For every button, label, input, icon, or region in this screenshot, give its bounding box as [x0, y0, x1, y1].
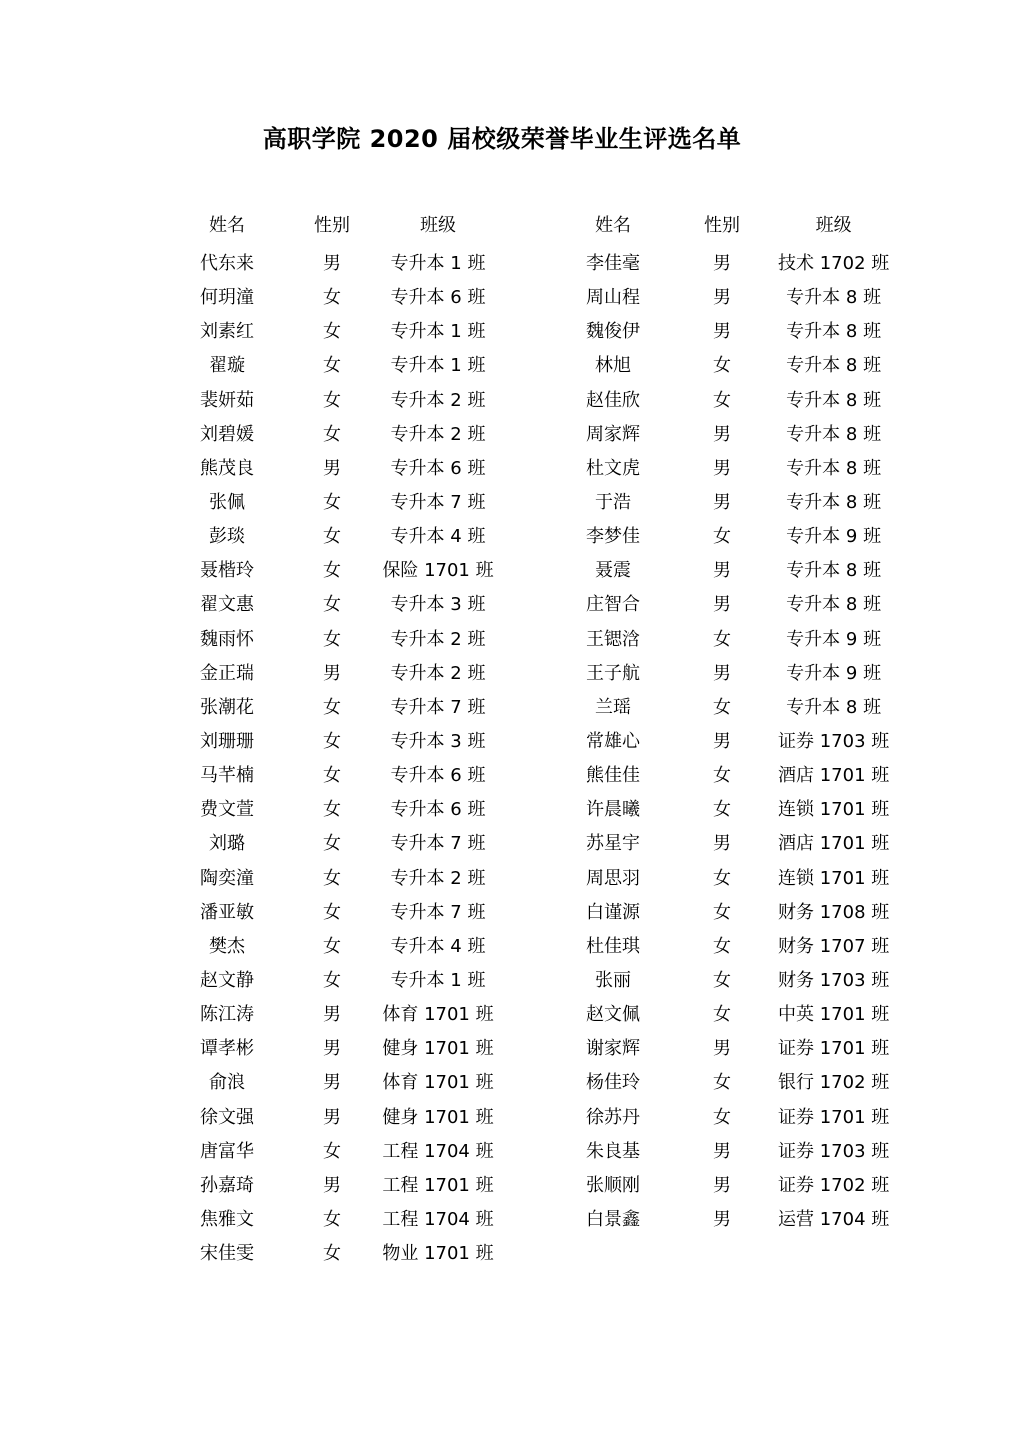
right-header-name: 姓名 — [595, 215, 631, 236]
student-name: 白谨源 — [586, 901, 640, 923]
student-name: 魏俊伊 — [586, 321, 640, 343]
table-row — [560, 791, 889, 825]
table-row — [170, 689, 496, 723]
student-class: 运营 1704 班 — [778, 1209, 890, 1230]
student-name: 赵佳欣 — [586, 389, 640, 411]
student-class: 保险 1701 班 — [382, 560, 494, 582]
table-row — [560, 621, 889, 655]
student-class: 专升本 9 班 — [786, 526, 882, 548]
table-row — [170, 1201, 496, 1235]
table-row — [560, 1133, 889, 1167]
student-gender: 女 — [323, 901, 341, 923]
student-class: 专升本 2 班 — [390, 628, 486, 650]
right-header-class: 班级 — [815, 215, 852, 236]
student-name: 杜佳琪 — [586, 935, 640, 957]
table-row — [170, 1133, 496, 1167]
student-class: 中英 1701 班 — [778, 1004, 890, 1026]
right-roster-table — [560, 207, 889, 1235]
student-class: 专升本 2 班 — [390, 423, 486, 445]
student-gender: 女 — [323, 1209, 341, 1230]
table-row — [560, 382, 889, 416]
student-class: 专升本 1 班 — [390, 970, 486, 992]
student-name: 陶奕潼 — [200, 867, 254, 889]
table-row — [170, 894, 496, 928]
student-name: 翟文惠 — [200, 594, 254, 616]
right-roster-body — [560, 245, 889, 1235]
student-gender: 女 — [713, 1106, 731, 1128]
table-row — [170, 416, 496, 450]
left-header-class: 班级 — [420, 215, 456, 236]
table-row — [560, 757, 889, 791]
student-gender: 女 — [323, 287, 341, 309]
table-row — [560, 416, 889, 450]
student-gender: 男 — [323, 1174, 341, 1196]
table-row — [170, 245, 496, 279]
student-name: 赵文佩 — [586, 1004, 640, 1026]
student-name: 费文萱 — [200, 799, 254, 821]
table-row — [170, 552, 496, 586]
table-row — [170, 860, 496, 894]
table-row — [170, 1030, 496, 1064]
table-row — [560, 860, 889, 894]
student-class: 工程 1704 班 — [382, 1140, 494, 1162]
student-gender: 男 — [713, 594, 731, 616]
student-class: 专升本 8 班 — [786, 355, 882, 377]
table-row — [560, 996, 889, 1030]
student-gender: 女 — [713, 696, 731, 718]
student-class: 工程 1704 班 — [382, 1209, 494, 1230]
table-row — [170, 655, 496, 689]
student-name: 王子航 — [586, 662, 640, 684]
student-class: 体育 1701 班 — [382, 1004, 494, 1026]
table-row — [560, 347, 889, 381]
student-name: 唐富华 — [200, 1140, 254, 1162]
table-row — [560, 279, 889, 313]
student-gender: 女 — [323, 628, 341, 650]
student-name: 林旭 — [595, 355, 631, 377]
student-name: 翟璇 — [209, 355, 245, 377]
table-row — [560, 962, 889, 996]
student-class: 专升本 4 班 — [390, 935, 486, 957]
student-name: 苏星宇 — [586, 833, 640, 855]
student-gender: 男 — [713, 1174, 731, 1196]
student-class: 专升本 8 班 — [786, 492, 882, 514]
student-name: 俞浪 — [209, 1072, 245, 1094]
student-class: 专升本 3 班 — [390, 731, 486, 753]
student-class: 专升本 7 班 — [390, 696, 486, 718]
right-header-gender: 性别 — [704, 215, 740, 236]
table-row — [560, 586, 889, 620]
student-gender: 男 — [713, 1140, 731, 1162]
student-gender: 男 — [713, 253, 731, 275]
student-gender: 女 — [713, 526, 731, 548]
student-name: 刘素红 — [200, 321, 254, 343]
student-class: 专升本 7 班 — [390, 833, 486, 855]
student-gender: 女 — [713, 765, 731, 787]
student-class: 专升本 2 班 — [390, 867, 486, 889]
student-gender: 男 — [323, 1038, 341, 1060]
student-name: 徐苏丹 — [586, 1106, 640, 1128]
student-gender: 女 — [323, 731, 341, 753]
table-row — [560, 928, 889, 962]
table-row — [170, 484, 496, 518]
student-class: 财务 1708 班 — [778, 901, 890, 923]
table-row — [170, 279, 496, 313]
student-class: 财务 1703 班 — [778, 970, 890, 992]
left-header-row — [170, 207, 496, 241]
table-row — [560, 245, 889, 279]
student-class: 酒店 1701 班 — [778, 765, 890, 787]
student-name: 张顺刚 — [586, 1174, 640, 1196]
student-gender: 女 — [323, 355, 341, 377]
table-row — [170, 347, 496, 381]
student-class: 专升本 8 班 — [786, 457, 882, 479]
student-class: 财务 1707 班 — [778, 935, 890, 957]
student-class: 技术 1702 班 — [778, 253, 890, 275]
student-class: 专升本 3 班 — [390, 594, 486, 616]
table-row — [560, 894, 889, 928]
student-name: 庄智合 — [586, 594, 640, 616]
student-gender: 女 — [323, 765, 341, 787]
student-class: 酒店 1701 班 — [778, 833, 890, 855]
student-gender: 女 — [323, 970, 341, 992]
student-gender: 女 — [323, 423, 341, 445]
student-name: 刘碧媛 — [200, 423, 254, 445]
student-name: 樊杰 — [209, 935, 245, 957]
table-row — [560, 1099, 889, 1133]
table-row — [170, 996, 496, 1030]
student-class: 专升本 6 班 — [390, 799, 486, 821]
student-name: 宋佳雯 — [200, 1243, 254, 1265]
student-class: 专升本 8 班 — [786, 389, 882, 411]
student-name: 陈江涛 — [200, 1004, 254, 1026]
student-class: 证券 1702 班 — [778, 1174, 890, 1196]
table-row — [560, 484, 889, 518]
table-row — [170, 382, 496, 416]
table-row — [170, 586, 496, 620]
table-row — [560, 1201, 889, 1235]
student-gender: 男 — [713, 1209, 731, 1230]
student-class: 连锁 1701 班 — [778, 867, 890, 889]
student-gender: 女 — [713, 799, 731, 821]
student-class: 专升本 6 班 — [390, 765, 486, 787]
student-class: 健身 1701 班 — [382, 1038, 494, 1060]
student-gender: 女 — [713, 628, 731, 650]
student-gender: 女 — [713, 901, 731, 923]
student-name: 张丽 — [595, 970, 631, 992]
student-class: 专升本 1 班 — [390, 355, 486, 377]
student-gender: 女 — [713, 970, 731, 992]
student-gender: 女 — [323, 492, 341, 514]
student-name: 赵文静 — [200, 970, 254, 992]
student-gender: 女 — [323, 1243, 341, 1265]
student-class: 工程 1701 班 — [382, 1174, 494, 1196]
student-gender: 女 — [323, 867, 341, 889]
table-row — [170, 962, 496, 996]
student-name: 许晨曦 — [586, 799, 640, 821]
student-class: 专升本 8 班 — [786, 287, 882, 309]
table-row — [170, 757, 496, 791]
student-gender: 女 — [323, 799, 341, 821]
student-gender: 男 — [713, 833, 731, 855]
table-row — [170, 1064, 496, 1098]
student-class: 证券 1703 班 — [778, 1140, 890, 1162]
student-class: 专升本 9 班 — [786, 662, 882, 684]
table-row — [170, 621, 496, 655]
student-class: 证券 1703 班 — [778, 731, 890, 753]
student-name: 彭琰 — [209, 526, 245, 548]
student-name: 熊茂良 — [200, 457, 254, 479]
student-name: 裴妍茹 — [200, 389, 254, 411]
student-gender: 女 — [713, 1072, 731, 1094]
table-row — [560, 655, 889, 689]
student-name: 孙嘉琦 — [200, 1174, 254, 1196]
student-gender: 女 — [713, 1004, 731, 1026]
table-row — [560, 689, 889, 723]
student-name: 马芊楠 — [200, 765, 254, 787]
table-row — [170, 1235, 496, 1269]
table-row — [170, 825, 496, 859]
student-class: 体育 1701 班 — [382, 1072, 494, 1094]
student-gender: 女 — [323, 321, 341, 343]
left-roster-table — [170, 207, 496, 1269]
student-name: 潘亚敏 — [200, 901, 254, 923]
student-name: 白景鑫 — [586, 1209, 640, 1230]
table-row — [560, 313, 889, 347]
student-gender: 女 — [713, 355, 731, 377]
student-gender: 女 — [323, 594, 341, 616]
student-gender: 男 — [713, 662, 731, 684]
student-name: 李梦佳 — [586, 526, 640, 548]
student-name: 于浩 — [595, 492, 631, 514]
student-name: 焦雅文 — [200, 1209, 254, 1230]
table-row — [560, 552, 889, 586]
student-gender: 女 — [323, 1140, 341, 1162]
student-gender: 男 — [713, 423, 731, 445]
table-row — [170, 518, 496, 552]
student-gender: 男 — [713, 1038, 731, 1060]
student-name: 谭孝彬 — [200, 1038, 254, 1060]
document-title: 高职学院 2020 届校级荣誉毕业生评选名单 — [262, 125, 742, 153]
student-name: 聂楷玲 — [200, 560, 254, 582]
student-class: 专升本 8 班 — [786, 696, 882, 718]
student-name: 魏雨怀 — [200, 628, 254, 650]
student-gender: 男 — [323, 1072, 341, 1094]
student-name: 兰瑶 — [595, 696, 631, 718]
student-gender: 男 — [713, 560, 731, 582]
student-class: 连锁 1701 班 — [778, 799, 890, 821]
student-gender: 女 — [713, 935, 731, 957]
table-row — [170, 450, 496, 484]
student-gender: 男 — [713, 457, 731, 479]
student-gender: 男 — [713, 287, 731, 309]
student-class: 物业 1701 班 — [382, 1243, 494, 1265]
student-name: 张佩 — [209, 492, 245, 514]
student-name: 刘珊珊 — [200, 731, 254, 753]
table-row — [170, 928, 496, 962]
student-name: 徐文强 — [200, 1106, 254, 1128]
student-class: 专升本 8 班 — [786, 423, 882, 445]
student-class: 证券 1701 班 — [778, 1106, 890, 1128]
student-class: 专升本 1 班 — [390, 321, 486, 343]
student-name: 李佳毫 — [586, 253, 640, 275]
student-gender: 女 — [323, 526, 341, 548]
student-gender: 男 — [713, 731, 731, 753]
table-row — [560, 1064, 889, 1098]
student-gender: 男 — [713, 492, 731, 514]
student-gender: 女 — [323, 935, 341, 957]
student-name: 王锶浛 — [586, 628, 640, 650]
student-gender: 男 — [323, 1106, 341, 1128]
student-class: 专升本 4 班 — [390, 526, 486, 548]
right-header-row — [560, 207, 889, 241]
student-gender: 女 — [323, 696, 341, 718]
table-row — [560, 518, 889, 552]
student-name: 刘璐 — [209, 833, 245, 855]
student-gender: 女 — [713, 867, 731, 889]
table-row — [170, 791, 496, 825]
student-class: 专升本 6 班 — [390, 287, 486, 309]
student-gender: 男 — [323, 662, 341, 684]
student-class: 健身 1701 班 — [382, 1106, 494, 1128]
left-header-name: 姓名 — [209, 215, 245, 236]
student-gender: 男 — [323, 1004, 341, 1026]
table-row — [560, 1167, 889, 1201]
table-row — [560, 450, 889, 484]
student-class: 专升本 2 班 — [390, 389, 486, 411]
student-gender: 男 — [323, 253, 341, 275]
student-class: 专升本 8 班 — [786, 594, 882, 616]
student-gender: 女 — [713, 389, 731, 411]
table-row — [560, 1030, 889, 1064]
student-gender: 男 — [713, 321, 731, 343]
student-gender: 男 — [323, 457, 341, 479]
student-name: 张潮花 — [200, 696, 254, 718]
student-name: 杜文虎 — [586, 457, 640, 479]
student-class: 专升本 1 班 — [390, 253, 486, 275]
table-row — [560, 825, 889, 859]
table-row — [560, 723, 889, 757]
student-class: 专升本 9 班 — [786, 628, 882, 650]
student-name: 谢家辉 — [586, 1038, 640, 1060]
student-name: 常雄心 — [586, 731, 640, 753]
student-class: 专升本 8 班 — [786, 560, 882, 582]
student-name: 朱良基 — [586, 1140, 640, 1162]
student-class: 专升本 6 班 — [390, 457, 486, 479]
student-class: 专升本 7 班 — [390, 492, 486, 514]
student-name: 杨佳玲 — [586, 1072, 640, 1094]
table-row — [170, 723, 496, 757]
student-class: 证券 1701 班 — [778, 1038, 890, 1060]
student-gender: 女 — [323, 560, 341, 582]
student-gender: 女 — [323, 389, 341, 411]
student-name: 周思羽 — [586, 867, 640, 889]
left-header-gender: 性别 — [314, 215, 350, 236]
student-name: 周山程 — [586, 287, 640, 309]
student-gender: 女 — [323, 833, 341, 855]
student-name: 何玥潼 — [200, 287, 254, 309]
table-row — [170, 313, 496, 347]
student-class: 专升本 7 班 — [390, 901, 486, 923]
student-class: 专升本 2 班 — [390, 662, 486, 684]
student-name: 熊佳佳 — [586, 765, 640, 787]
student-name: 周家辉 — [586, 423, 640, 445]
student-name: 聂震 — [595, 560, 631, 582]
student-name: 金正瑞 — [200, 662, 254, 684]
table-row — [170, 1167, 496, 1201]
student-name: 代东来 — [200, 253, 254, 275]
left-roster-body — [170, 245, 496, 1269]
student-class: 专升本 8 班 — [786, 321, 882, 343]
table-row — [170, 1099, 496, 1133]
student-class: 银行 1702 班 — [778, 1072, 890, 1094]
